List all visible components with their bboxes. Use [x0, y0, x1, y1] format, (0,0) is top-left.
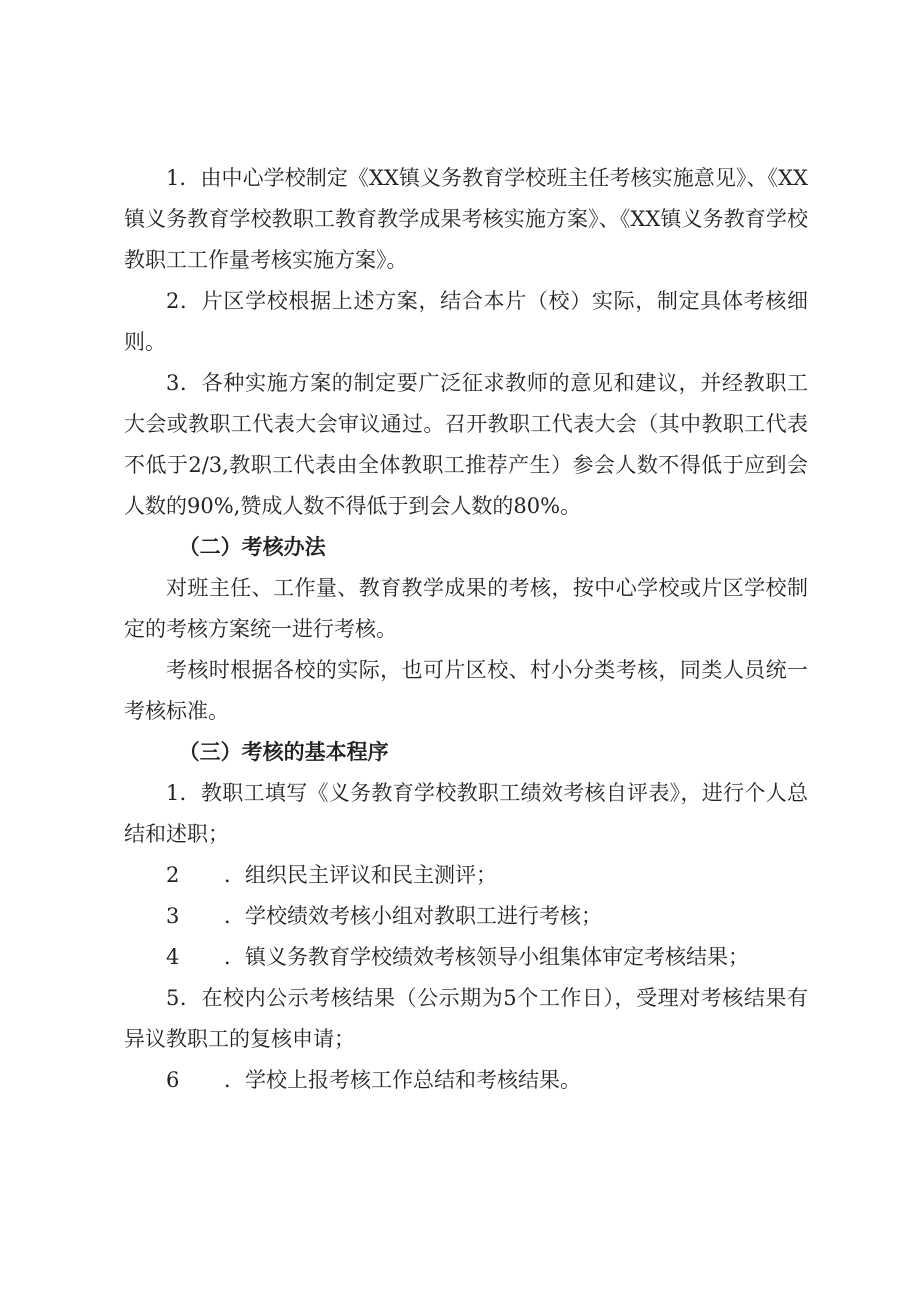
section3-step3 [124, 896, 808, 937]
section2-para1: 对班主任、工作量、教育教学成果的考核，按中心学校或片区学校制定的考核方案统一进行考核。 [124, 576, 808, 641]
section3-step1: 1．教职工填写《义务教育学校教职工绩效考核自评表》，进行个人总结和述职； [124, 781, 808, 846]
section3-heading: （三）考核的基本程序 [178, 740, 389, 764]
section3-step6 [124, 1060, 808, 1101]
section3-step4 [124, 937, 808, 978]
section2-para2: 考核时根据各校的实际，也可片区校、村小分类考核，同类人员统一考核标准。 [124, 658, 808, 723]
document-body [124, 158, 808, 1101]
step4-text: ．镇义务教育学校绩效考核领导小组集体审定考核结果； [224, 945, 749, 969]
step3-number: 3 [166, 904, 180, 928]
step6-number: 6 [166, 1068, 180, 1092]
step4-number: 4 [166, 945, 180, 969]
step2-text: ．组织民主评议和民主测评； [224, 863, 497, 887]
step2-number: 2 [166, 863, 180, 887]
step3-text: ．学校绩效考核小组对教职工进行考核； [224, 904, 602, 928]
section2-heading: （二）考核办法 [178, 535, 326, 559]
section1-item2: 2．片区学校根据上述方案，结合本片（校）实际，制定具体考核细则。 [124, 289, 808, 354]
section1-item3: 3．各种实施方案的制定要广泛征求教师的意见和建议，并经教职工大会或教职工代表大会审议通过。召开教职工代表大会（其中教职工代表不低于2/3,教职工代表由全体教职工推荐产生）参会人数不得低于应到会人数的90%,赞成人数不得低于到会人数的80%。 [124, 371, 808, 518]
step6-text: ．学校上报考核工作总结和考核结果。 [224, 1068, 581, 1092]
section3-step2 [124, 855, 808, 896]
section1-item1: 1．由中心学校制定《XX镇义务教育学校班主任考核实施意见》、《XX镇义务教育学校教职工教育教学成果考核实施方案》、《XX镇义务教育学校教职工工作量考核实施方案》。 [124, 166, 808, 272]
section3-step5: 5．在校内公示考核结果（公示期为5个工作日），受理对考核结果有异议教职工的复核申请； [124, 986, 808, 1051]
